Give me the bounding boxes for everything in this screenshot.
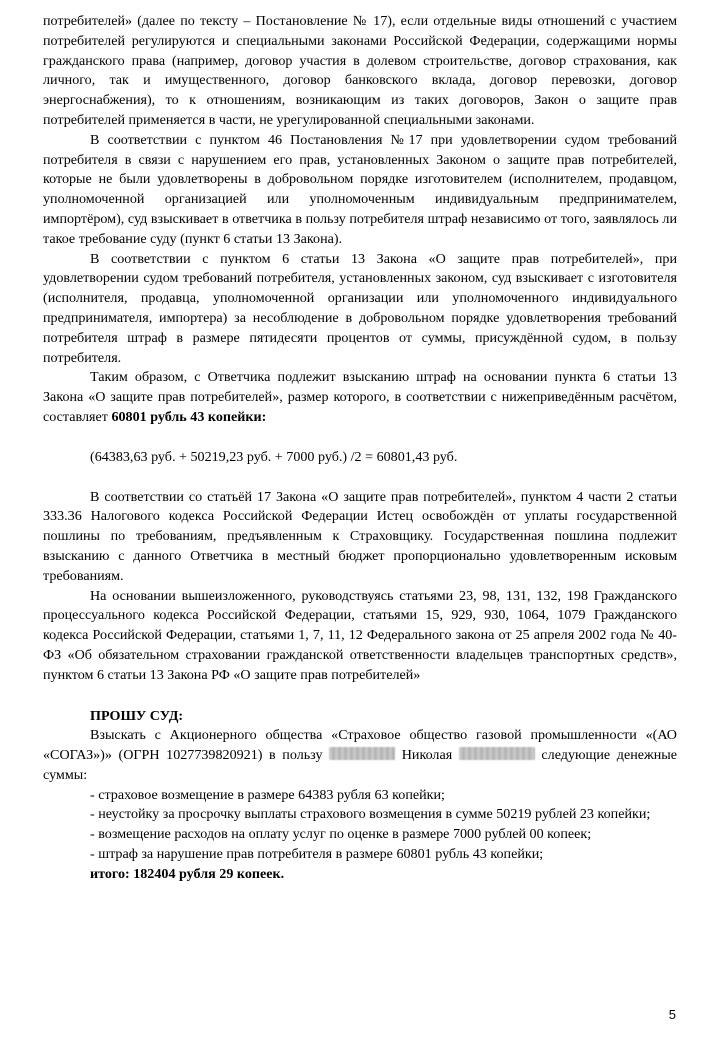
claim-item-appraisal: - возмещение расходов на оплату услуг по оценке в размере 7000 рублей 00 копеек; [90,826,592,843]
document-page [43,12,677,885]
claim-item-fine: - штраф за нарушение прав потребителя в размере 60801 рубль 43 копейки; [90,846,544,863]
claim-item-insurance: - страховое возмещение в размере 64383 рубля 63 копейки; [90,786,445,803]
claim-paragraph [43,726,677,785]
redacted-patronymic [459,747,535,760]
page-number: 5 [668,1007,676,1022]
paragraph-point-46: В соответствии с пунктом 46 Постановления №17 при удовлетворении судом требований потребителя в связи с нарушением его прав, установленных Законом о защите прав потребителей, которые не были удовлетворены в добровольном порядке изготовителем (исполнителем, продавцом, уполномоченной организацией или уполномоченным индивидуальным предпринимателем, импортёром), суд взыскивает в ответчика в пользу потребителя штраф независимо от того, заявлялось ли такое требование суду (пункт 6 статьи 13 Закона). [43,131,677,247]
request-heading: ПРОШУ СУД: [90,707,184,724]
redacted-surname [329,747,395,760]
paragraph-continuation: потребителей» (далее по тексту – Постановление № 17), если отдельные виды отношений с участием потребителей регулируются и специальными законами Российской Федерации, содержащими нормы гражданского права (например, договор участия в долевом строительстве, договор страхования, как личного, так и имущественного, договор банковского вклада, договор перевозки, договор энергоснабжения), то к отношениям, возникающим из таких договоров, Закон о защите прав потребителей применяется в части, не урегулированной специальными законами. [43,13,677,128]
paragraph-basis: На основании вышеизложенного, руководствуясь статьями 23, 98, 131, 132, 198 Гражданского процессуального кодекса Российской Федерации, статьями 15, 929, 930, 1064, 1079 Гражданского кодекса Российской Федерации, статьями 1, 7, 11, 12 Федерального закона от 25 апреля 2002 года № 40-ФЗ «Об обязательном страховании гражданской ответственности владельцев транспортных средств», пунктом 6 статьи 13 Закона РФ «О защите прав потребителей» [43,587,677,683]
paragraph-fine [43,368,677,427]
fine-text: Таким образом, с Ответчика подлежит взысканию штраф на основании пункта 6 статьи 13 Закона «О защите прав потребителей», размер которого, в соответствии с нижеприведённым расчётом, составляет [43,369,677,425]
paragraph-article-17: В соответствии со статьёй 17 Закона «О защите прав потребителей», пунктом 4 части 2 статьи 333.36 Налогового кодекса Российской Федерации Истец освобождён от уплаты государственной пошлины по требованиям, предъявленным к Страховщику. Государственная пошлина подлежит взысканию с данного Ответчика в местный бюджет пропорционально удовлетворенным исковым требованиям. [43,488,677,584]
claim-total-text: итого: 182404 рубля 29 копеек. [90,865,285,882]
claim-text-3: следующие денежные суммы: [43,747,678,783]
claim-text-1: Взыскать с Акционерного общества «Страховое общество газовой промышленности «(АО «СОГАЗ»)» (ОГРН 1027739820921) в пользу [43,727,677,764]
fine-formula: (64383,63 руб. + 50219,23 руб. + 7000 руб.) /2 = 60801,43 руб. [90,448,458,465]
claim-item-penalty: - неустойку за просрочку выплаты страхового возмещения в сумме 50219 рублей 23 копейки; [90,806,651,823]
claim-total [43,865,677,885]
paragraph-article-13: В соответствии с пунктом 6 статьи 13 Закона «О защите прав потребителей», при удовлетворении судом требований потребителя, установленных законом, суд взыскивает с изготовителя (исполнителя, продавца, уполномоченной организации или уполномоченного индивидуального предпринимателя, импортера) за несоблюдение в добровольном порядке удовлетворения требований потребителя штраф в размере пятидесяти процентов от суммы, присуждённой судом, в пользу потребителя. [43,250,677,366]
claim-text-2: Николая [401,747,453,764]
fine-amount: 60801 рубль 43 копейки: [111,408,267,425]
